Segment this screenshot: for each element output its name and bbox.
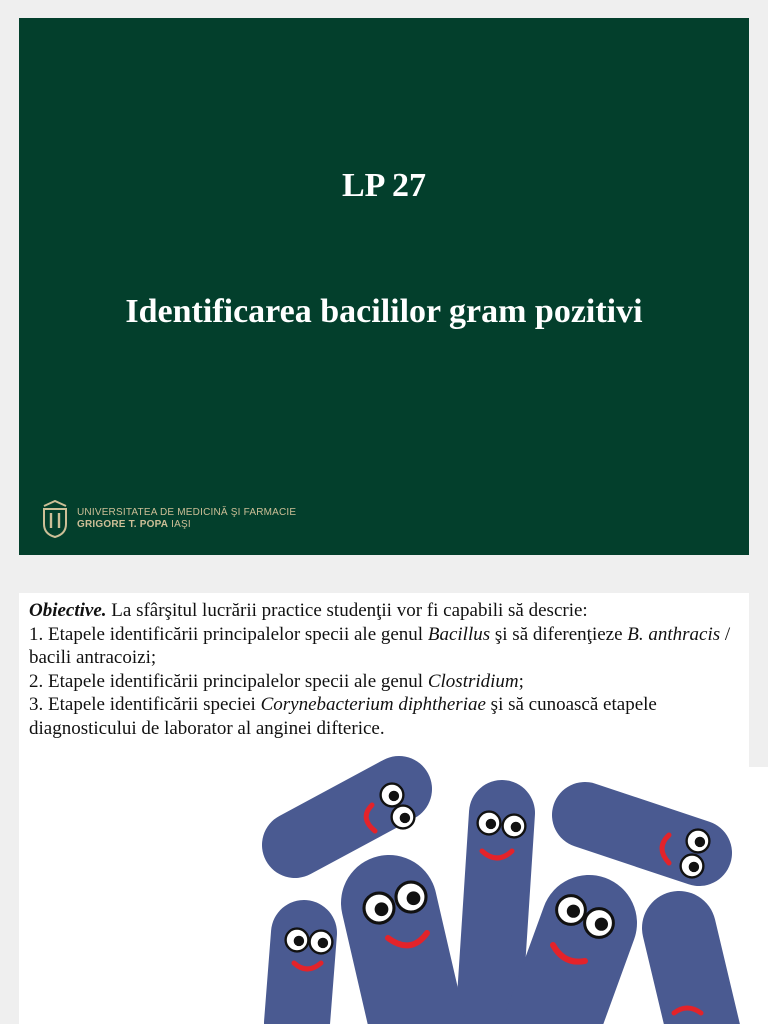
logo-text bbox=[77, 507, 296, 531]
bacillus-cartoon bbox=[286, 929, 333, 1023]
bacillus-cartoon bbox=[364, 882, 427, 1024]
bacillus-cartoon bbox=[295, 784, 414, 845]
objectives-intro: Obiective. La sfârşitul lucrării practice studenţii vor fi capabili să descrie: bbox=[29, 600, 588, 621]
logo-city: IAŞI bbox=[168, 519, 191, 530]
bacillus-cartoon bbox=[585, 815, 709, 877]
slide-subtitle: Identificarea bacililor gram pozitivi bbox=[125, 293, 643, 330]
slide-title: LP 27 bbox=[341, 167, 427, 204]
objective-item-2: 2. Etapele identificării principalelor specii ale genul Clostridium; bbox=[29, 670, 524, 692]
university-logo bbox=[41, 500, 296, 538]
objectives-label: Obiective. bbox=[29, 600, 107, 621]
logo-subline bbox=[77, 519, 296, 531]
bacillus-cartoon bbox=[549, 896, 613, 1024]
page-margin bbox=[749, 767, 768, 1024]
bacillus-cartoon bbox=[674, 928, 704, 1024]
objectives-slide bbox=[19, 593, 749, 1024]
logo-namesake: GRIGORE T. POPA bbox=[77, 519, 169, 530]
objective-item-1: 1. Etapele identificării principalelor specii ale genul Bacillus şi să diferenţieze B. anthracis / bacili antracoizi; bbox=[29, 623, 731, 668]
objective-item-3: 3. Etapele identificării speciei Corynebacterium diphtheriae şi să cunoască etapele diagnosticului de laborator al anginei difterice. bbox=[29, 694, 657, 739]
cartoon-bacilli-illustration bbox=[19, 593, 749, 1024]
title-slide bbox=[19, 18, 749, 555]
logo-university-name: UNIVERSITATEA DE MEDICINĂ ŞI FARMACIE bbox=[77, 507, 297, 518]
university-crest-icon bbox=[41, 500, 69, 538]
